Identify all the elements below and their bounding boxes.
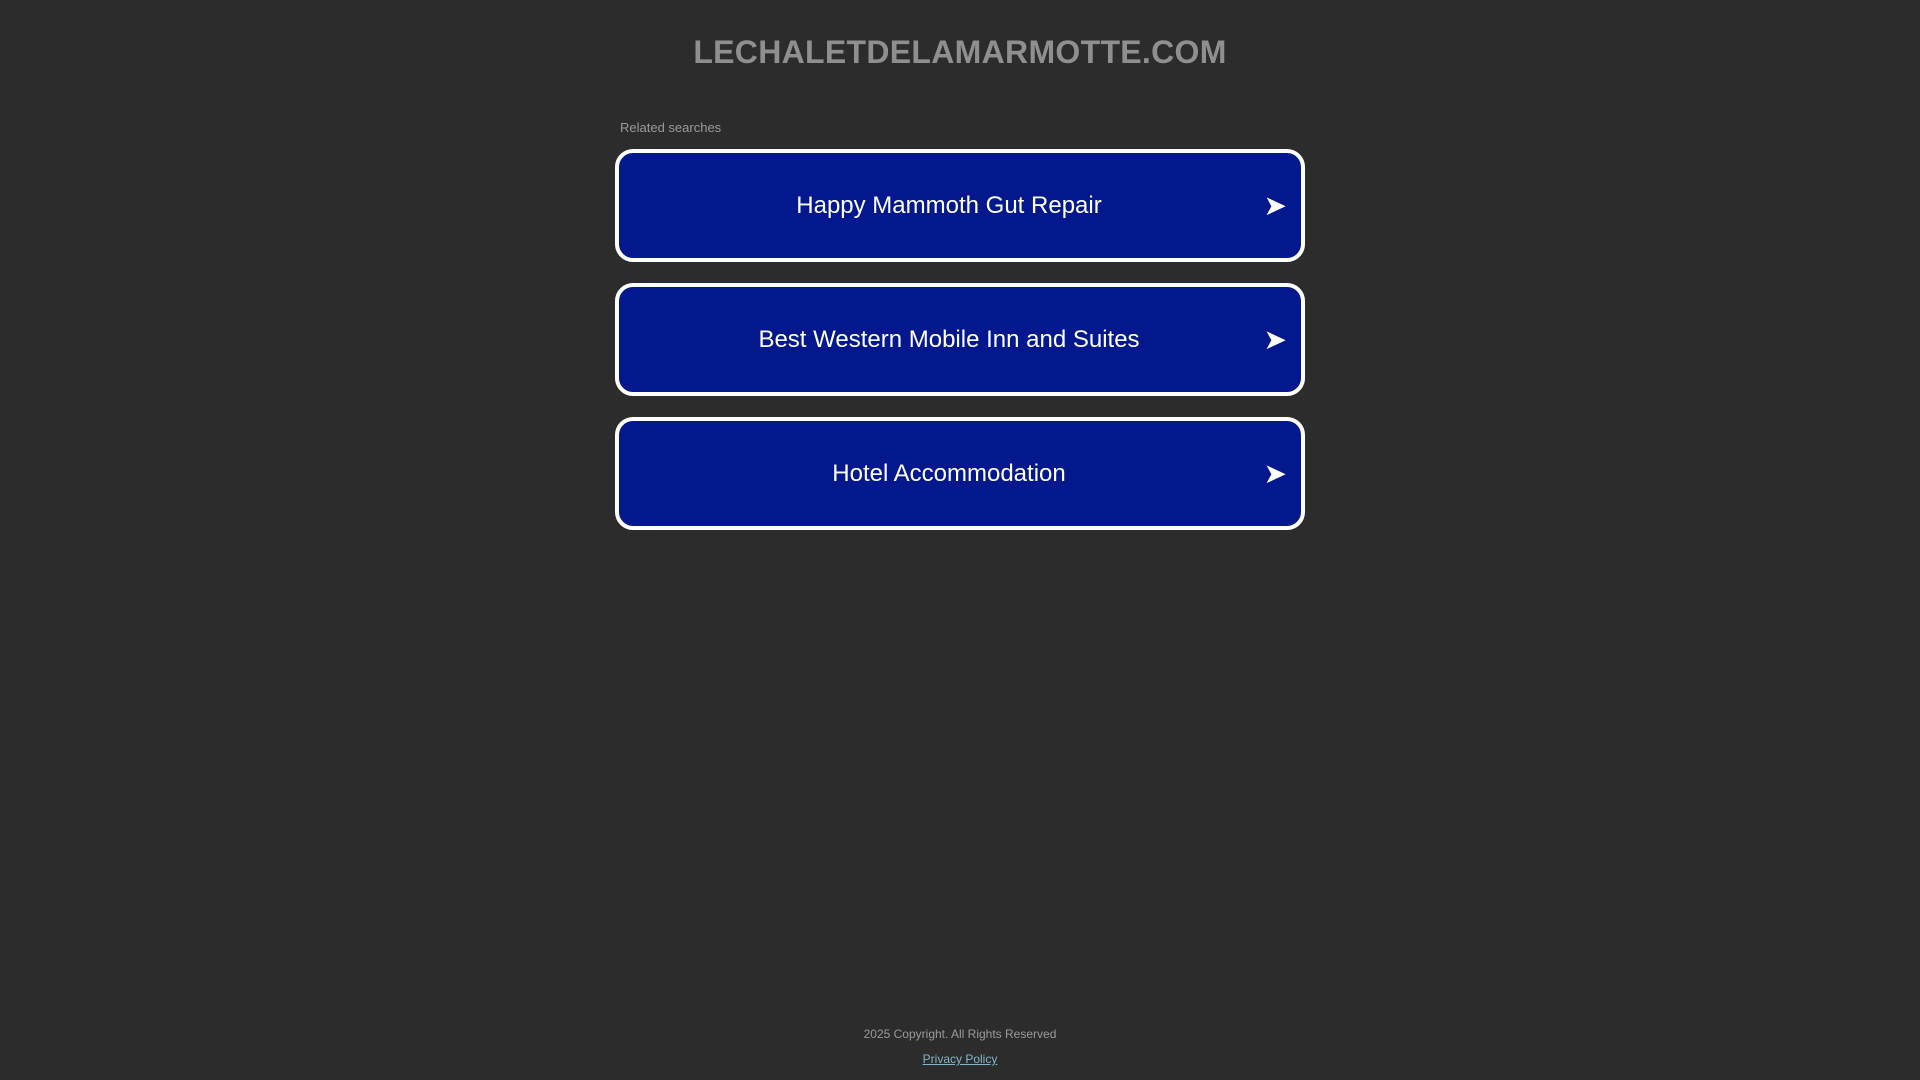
related-searches-label: Related searches [620,120,722,135]
arrow-right-icon: ➤ [1263,456,1287,490]
arrow-right-icon: ➤ [1263,188,1287,222]
copyright-text: 2025 Copyright. All Rights Reserved [863,1027,1057,1041]
related-search-label: Happy Mammoth Gut Repair [796,191,1102,219]
related-search-button-3[interactable] [615,417,1305,530]
related-search-button-2[interactable] [615,283,1305,396]
related-search-label: Best Western Mobile Inn and Suites [758,325,1140,353]
related-search-label: Hotel Accommodation [832,459,1066,487]
domain-title: LECHALETDELAMARMOTTE.COM [693,34,1227,70]
arrow-right-icon: ➤ [1263,322,1287,356]
privacy-policy-link[interactable]: Privacy Policy [922,1052,998,1066]
related-searches [615,120,1305,551]
footer [0,1026,1920,1068]
related-search-button-1[interactable] [615,149,1305,262]
